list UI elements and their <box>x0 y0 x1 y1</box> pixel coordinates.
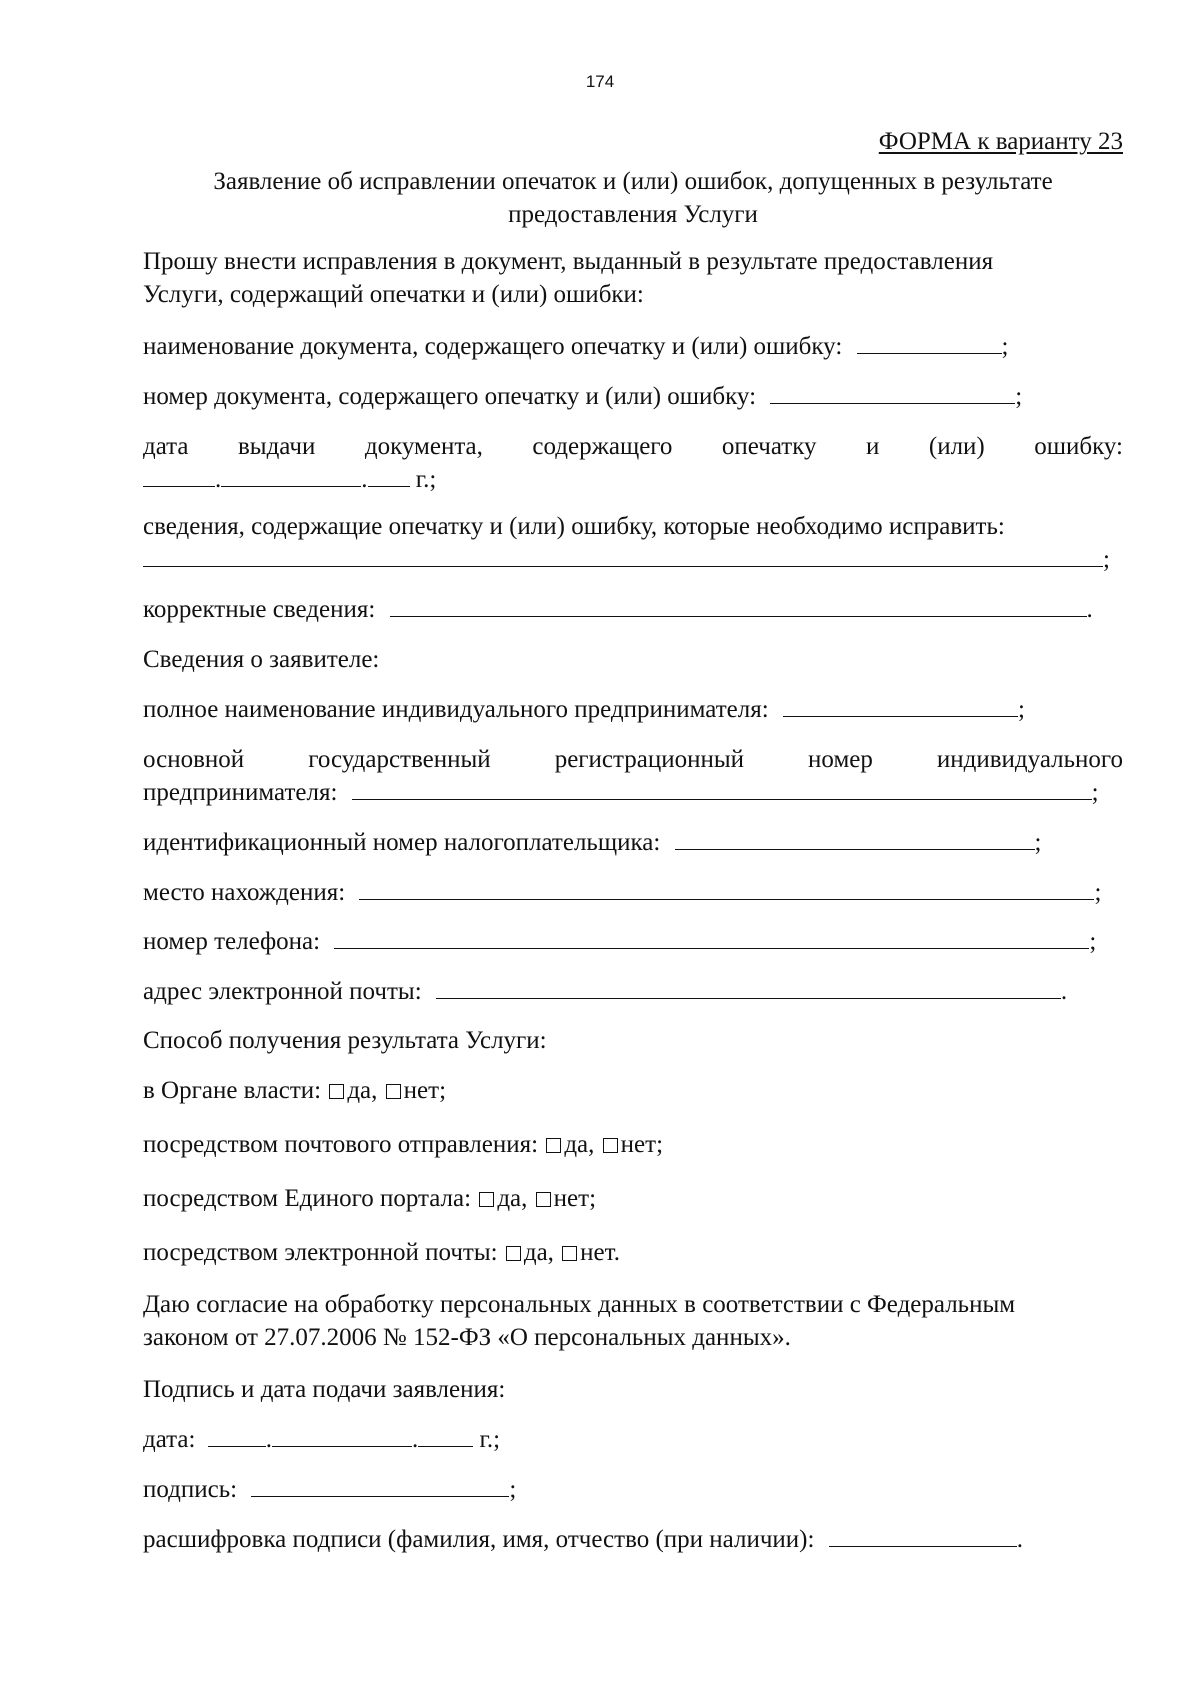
ogrnip-label-line-2: предпринимателя: <box>143 779 338 806</box>
erroneous-info-label: сведения, содержащие опечатку и (или) ошибку, которые необходимо исправить: <box>143 513 1005 540</box>
email-field[interactable] <box>436 976 1061 999</box>
issue-year-field[interactable] <box>368 464 410 487</box>
email-no-checkbox[interactable] <box>562 1246 577 1261</box>
portal-no-checkbox[interactable] <box>536 1192 551 1207</box>
issue-date-row: . . г.; <box>143 463 1123 496</box>
doc-name-field[interactable] <box>857 331 1002 354</box>
post-yes-checkbox[interactable] <box>546 1138 561 1153</box>
submit-date-row: дата: . . г.; <box>143 1426 501 1453</box>
ip-name-label: полное наименование индивидуального предпринимателя: <box>143 696 769 723</box>
title-line-2: предоставления Услуги <box>508 201 758 228</box>
signature-decoding-row: расшифровка подписи (фамилия, имя, отчество (при наличии): . <box>143 1526 1023 1553</box>
method-heading: Способ получения результата Услуги: <box>143 1027 547 1054</box>
ip-name-row: полное наименование индивидуального предпринимателя: ; <box>143 696 1025 723</box>
signature-field[interactable] <box>251 1474 509 1497</box>
consent-line-2: законом от 27.07.2006 № 152-ФЗ «О персональных данных». <box>143 1324 791 1351</box>
doc-name-row: наименование документа, содержащего опечатку и (или) ошибку: ; <box>143 333 1009 360</box>
submit-month-field[interactable] <box>272 1424 412 1447</box>
issue-month-field[interactable] <box>221 464 361 487</box>
correct-info-row: корректные сведения: . <box>143 596 1093 623</box>
doc-number-label: номер документа, содержащего опечатку и (или) ошибку: <box>143 383 757 410</box>
method-row-portal: посредством Единого портала: да, нет; <box>143 1185 597 1212</box>
signature-decoding-label: расшифровка подписи (фамилия, имя, отчество (при наличии): <box>143 1526 815 1553</box>
method-row-email: посредством электронной почты: да, нет. <box>143 1239 620 1266</box>
method-label: посредством почтового отправления: <box>143 1131 539 1158</box>
doc-name-label: наименование документа, содержащего опечатку и (или) ошибку: <box>143 333 843 360</box>
email-row: адрес электронной почты: . <box>143 978 1068 1005</box>
consent-line-1: Даю согласие на обработку персональных данных в соответствии с Федеральным <box>143 1291 1016 1318</box>
ogrnip-row: предпринимателя: ; <box>143 779 1099 806</box>
method-row-post: посредством почтового отправления: да, нет; <box>143 1131 664 1158</box>
location-field[interactable] <box>359 877 1094 900</box>
form-label: ФОРМА к варианту 23 <box>878 128 1123 155</box>
ip-name-field[interactable] <box>783 694 1018 717</box>
doc-number-row: номер документа, содержащего опечатку и (или) ошибку: ; <box>143 383 1023 410</box>
method-label: посредством Единого портала: <box>143 1185 472 1212</box>
issue-date-label: дата выдачи документа, содержащего опечатку и (или) ошибку: <box>143 433 1124 460</box>
issue-year-suffix: г.; <box>415 466 437 493</box>
email-yes-checkbox[interactable] <box>506 1246 521 1261</box>
inn-label: идентификационный номер налогоплательщика: <box>143 829 661 856</box>
erroneous-info-row: ; <box>143 543 1123 576</box>
phone-label: номер телефона: <box>143 928 321 955</box>
submit-day-field[interactable] <box>208 1424 266 1447</box>
method-label: в Органе власти: <box>143 1077 322 1104</box>
authority-yes-checkbox[interactable] <box>329 1084 344 1099</box>
signature-decoding-field[interactable] <box>829 1524 1017 1547</box>
correct-info-label: корректные сведения: <box>143 596 376 623</box>
post-no-checkbox[interactable] <box>603 1138 618 1153</box>
authority-no-checkbox[interactable] <box>386 1084 401 1099</box>
ogrnip-field[interactable] <box>352 777 1092 800</box>
signature-row: подпись: ; <box>143 1476 517 1503</box>
inn-field[interactable] <box>675 827 1035 850</box>
ogrnip-label: основной государственный регистрационный номер индивидуального <box>143 746 1124 773</box>
intro-line-1: Прошу внести исправления в документ, выданный в результате предоставления <box>143 248 994 275</box>
correct-info-field[interactable] <box>390 594 1087 617</box>
page-number: 174 <box>585 72 615 91</box>
method-label: посредством электронной почты: <box>143 1239 498 1266</box>
doc-number-field[interactable] <box>770 381 1015 404</box>
location-label: место нахождения: <box>143 879 346 906</box>
portal-yes-checkbox[interactable] <box>479 1192 494 1207</box>
signature-heading: Подпись и дата подачи заявления: <box>143 1376 506 1403</box>
document-title <box>143 165 1123 231</box>
signature-label: подпись: <box>143 1476 238 1503</box>
phone-field[interactable] <box>334 926 1089 949</box>
phone-row: номер телефона: ; <box>143 928 1097 955</box>
submit-year-field[interactable] <box>418 1424 473 1447</box>
title-line-1: Заявление об исправлении опечаток и (или) ошибок, допущенных в результате <box>213 168 1053 195</box>
email-label: адрес электронной почты: <box>143 978 422 1005</box>
method-row-authority: в Органе власти: да, нет; <box>143 1077 447 1104</box>
applicant-heading: Сведения о заявителе: <box>143 646 380 673</box>
intro-line-2: Услуги, содержащий опечатки и (или) ошибки: <box>143 281 644 308</box>
inn-row: идентификационный номер налогоплательщика: ; <box>143 829 1042 856</box>
location-row: место нахождения: ; <box>143 879 1102 906</box>
erroneous-info-field[interactable] <box>143 544 1103 567</box>
date-label: дата: <box>143 1426 196 1453</box>
issue-day-field[interactable] <box>143 464 215 487</box>
submit-year-suffix: г.; <box>479 1426 501 1453</box>
